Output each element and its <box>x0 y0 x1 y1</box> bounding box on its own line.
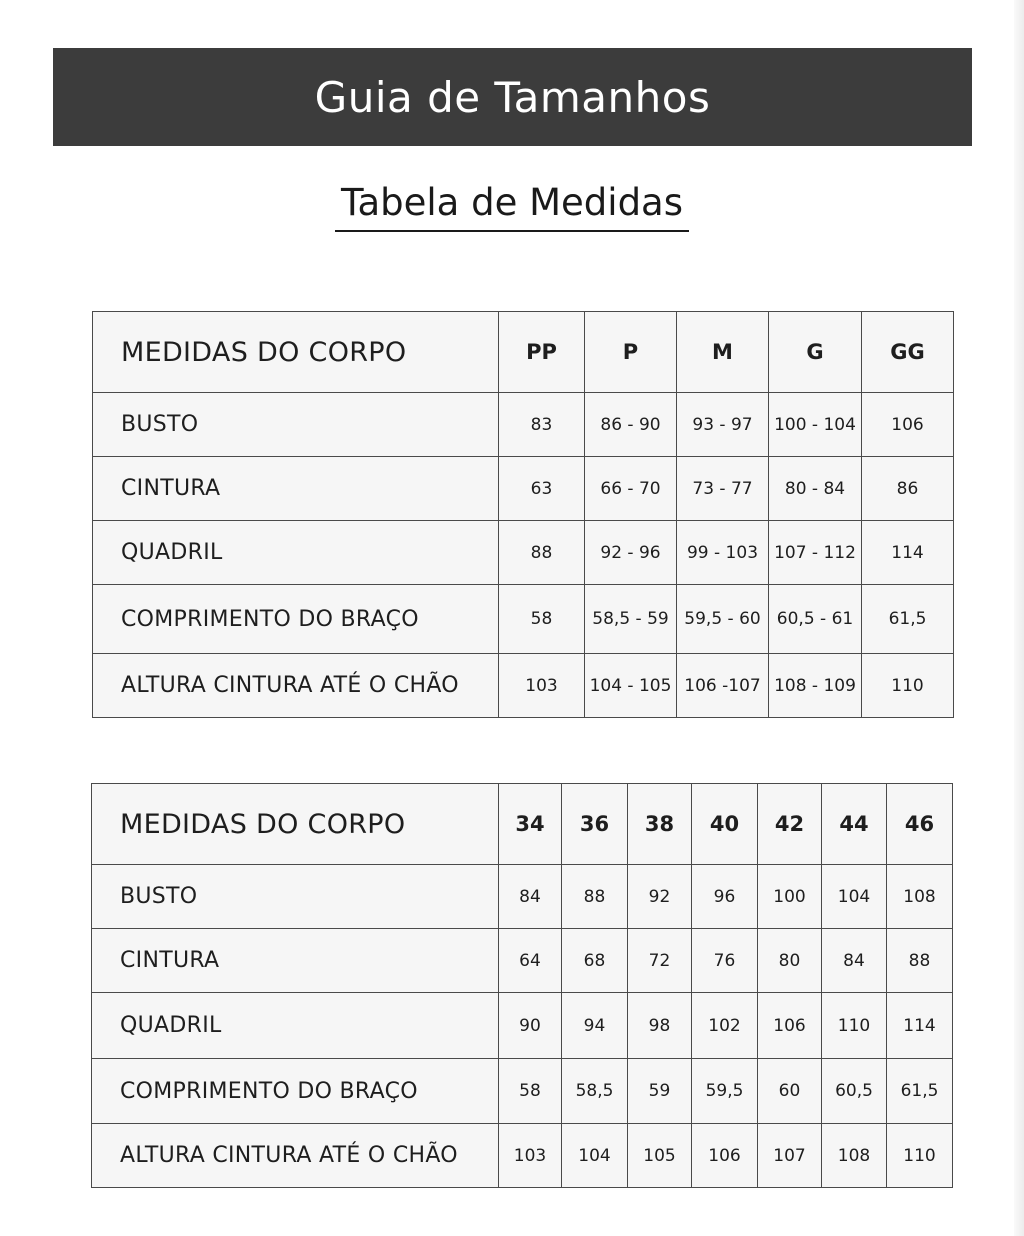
size-header: PP <box>499 312 585 393</box>
table-row <box>93 457 954 521</box>
table-cell: 61,5 <box>862 585 954 654</box>
table-cell: 108 <box>822 1124 887 1188</box>
size-header: 46 <box>887 784 953 865</box>
table-row <box>92 929 953 993</box>
header-banner <box>53 48 972 146</box>
table-cell: 94 <box>562 993 628 1059</box>
table-cell: 66 - 70 <box>585 457 677 521</box>
table-cell: 76 <box>692 929 758 993</box>
table-cell: 100 - 104 <box>769 393 862 457</box>
table-cell: 60,5 - 61 <box>769 585 862 654</box>
size-table-numbers <box>91 783 953 1188</box>
size-header: G <box>769 312 862 393</box>
table-cell: 58,5 - 59 <box>585 585 677 654</box>
table-cell: 98 <box>628 993 692 1059</box>
table-cell: 63 <box>499 457 585 521</box>
size-header: 44 <box>822 784 887 865</box>
table-cell: 88 <box>887 929 953 993</box>
row-label: ALTURA CINTURA ATÉ O CHÃO <box>92 1124 499 1188</box>
size-header: 42 <box>758 784 822 865</box>
size-header: M <box>677 312 769 393</box>
table-cell: 114 <box>862 521 954 585</box>
page-title: Guia de Tamanhos <box>314 72 711 122</box>
table-cell: 96 <box>692 865 758 929</box>
table-cell: 93 - 97 <box>677 393 769 457</box>
table-cell: 92 - 96 <box>585 521 677 585</box>
table-header-row <box>92 784 953 865</box>
table-cell: 60,5 <box>822 1059 887 1124</box>
row-label: BUSTO <box>93 393 499 457</box>
table-cell: 73 - 77 <box>677 457 769 521</box>
size-header: 40 <box>692 784 758 865</box>
table-row <box>92 1059 953 1124</box>
table-row <box>93 521 954 585</box>
table-cell: 59,5 - 60 <box>677 585 769 654</box>
table-cell: 64 <box>499 929 562 993</box>
measures-column-header: MEDIDAS DO CORPO <box>93 312 499 393</box>
table-row <box>92 993 953 1059</box>
table-cell: 59 <box>628 1059 692 1124</box>
table-cell: 104 <box>822 865 887 929</box>
table-cell: 88 <box>499 521 585 585</box>
table-cell: 106 <box>758 993 822 1059</box>
table-cell: 106 <box>862 393 954 457</box>
measurements-subtitle: Tabela de Medidas <box>335 178 689 232</box>
table-cell: 86 - 90 <box>585 393 677 457</box>
table-cell: 80 <box>758 929 822 993</box>
table-cell: 103 <box>499 1124 562 1188</box>
table-cell: 107 <box>758 1124 822 1188</box>
table-cell: 92 <box>628 865 692 929</box>
measures-column-header: MEDIDAS DO CORPO <box>92 784 499 865</box>
table-row <box>93 585 954 654</box>
table-cell: 58 <box>499 585 585 654</box>
table-cell: 100 <box>758 865 822 929</box>
size-header: P <box>585 312 677 393</box>
table-cell: 68 <box>562 929 628 993</box>
row-label: CINTURA <box>93 457 499 521</box>
row-label: CINTURA <box>92 929 499 993</box>
table-cell: 110 <box>887 1124 953 1188</box>
table-row <box>93 654 954 718</box>
table-cell: 99 - 103 <box>677 521 769 585</box>
table-cell: 103 <box>499 654 585 718</box>
table-cell: 59,5 <box>692 1059 758 1124</box>
size-header: 34 <box>499 784 562 865</box>
table-cell: 104 <box>562 1124 628 1188</box>
table-cell: 84 <box>499 865 562 929</box>
table-cell: 58 <box>499 1059 562 1124</box>
row-label: COMPRIMENTO DO BRAÇO <box>93 585 499 654</box>
table-row <box>92 865 953 929</box>
table-row <box>92 1124 953 1188</box>
table-cell: 106 <box>692 1124 758 1188</box>
row-label: QUADRIL <box>92 993 499 1059</box>
table-cell: 110 <box>862 654 954 718</box>
table-header-row <box>93 312 954 393</box>
table-cell: 107 - 112 <box>769 521 862 585</box>
table-cell: 102 <box>692 993 758 1059</box>
table-cell: 104 - 105 <box>585 654 677 718</box>
table-cell: 108 <box>887 865 953 929</box>
table-cell: 114 <box>887 993 953 1059</box>
row-label: BUSTO <box>92 865 499 929</box>
table-cell: 80 - 84 <box>769 457 862 521</box>
subtitle-container <box>0 178 1024 232</box>
table-row <box>93 393 954 457</box>
table-cell: 88 <box>562 865 628 929</box>
table-cell: 105 <box>628 1124 692 1188</box>
table-cell: 108 - 109 <box>769 654 862 718</box>
size-header: 36 <box>562 784 628 865</box>
table-cell: 83 <box>499 393 585 457</box>
table-cell: 61,5 <box>887 1059 953 1124</box>
size-table-letters <box>92 311 954 718</box>
table-cell: 84 <box>822 929 887 993</box>
table-cell: 86 <box>862 457 954 521</box>
table-cell: 60 <box>758 1059 822 1124</box>
table-cell: 106 -107 <box>677 654 769 718</box>
row-label: COMPRIMENTO DO BRAÇO <box>92 1059 499 1124</box>
table-cell: 72 <box>628 929 692 993</box>
table-cell: 110 <box>822 993 887 1059</box>
row-label: QUADRIL <box>93 521 499 585</box>
row-label: ALTURA CINTURA ATÉ O CHÃO <box>93 654 499 718</box>
size-header: 38 <box>628 784 692 865</box>
table-cell: 58,5 <box>562 1059 628 1124</box>
table-cell: 90 <box>499 993 562 1059</box>
size-header: GG <box>862 312 954 393</box>
